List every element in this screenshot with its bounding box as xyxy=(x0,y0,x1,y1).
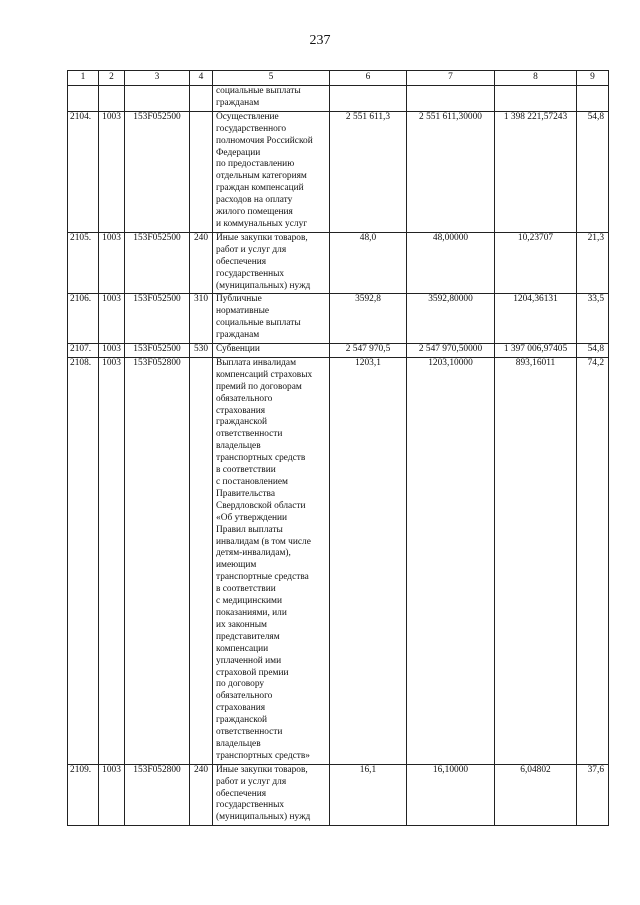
plan-amount-cell: 16,1 xyxy=(330,764,407,826)
item-name-line: обеспечения xyxy=(216,788,267,799)
plan-amount-cell: 3592,8 xyxy=(330,294,407,344)
item-name-line: премий по договорам xyxy=(216,381,302,392)
plan-amount-cell: 2 551 611,3 xyxy=(330,111,407,232)
item-name-line: Осуществление xyxy=(216,111,279,122)
row-number-cell xyxy=(68,86,99,112)
row-number-cell: 2108. xyxy=(68,357,99,764)
table-row xyxy=(68,764,609,826)
executed-amount-cell xyxy=(495,86,577,112)
header-cell: 5 xyxy=(213,71,330,86)
header-cell: 2 xyxy=(99,71,125,86)
item-name-line: Свердловской области xyxy=(216,500,306,511)
item-name-cell xyxy=(213,232,330,294)
item-name-line: социальные выплаты xyxy=(216,318,301,329)
plan-amount-full-cell: 16,10000 xyxy=(407,764,495,826)
item-name-line: и коммунальных услуг xyxy=(216,218,308,229)
header-cell: 1 xyxy=(68,71,99,86)
plan-amount-full-cell: 48,00000 xyxy=(407,232,495,294)
item-name-line: имеющим xyxy=(216,560,257,571)
table-body xyxy=(68,71,609,826)
item-name-line: Правительства xyxy=(216,488,275,499)
header-cell: 9 xyxy=(577,71,609,86)
item-name-cell xyxy=(213,111,330,232)
target-code-cell: 153F052500 xyxy=(125,232,190,294)
target-code-cell: 153F052500 xyxy=(125,344,190,358)
executed-amount-cell: 10,23707 xyxy=(495,232,577,294)
item-name-line: Федерации xyxy=(216,147,261,158)
item-name-line: страхования xyxy=(216,703,266,714)
item-name-line: ответственности xyxy=(216,429,283,440)
item-name-line: обязательного xyxy=(216,691,273,702)
item-name-line: (муниципальных) нужд xyxy=(216,812,311,823)
item-name-line: компенсаций страховых xyxy=(216,369,313,380)
execution-percent-cell: 74,2 xyxy=(577,357,609,764)
item-name-line: Иные закупки товаров, xyxy=(216,232,308,243)
item-name-line: уплаченной ими xyxy=(216,655,282,666)
item-name-line: транспортных средств» xyxy=(216,750,310,761)
row-number-cell: 2107. xyxy=(68,344,99,358)
item-name-line: компенсации xyxy=(216,643,269,654)
item-name-line: инвалидам (в том числе xyxy=(216,536,311,547)
section-code-cell: 1003 xyxy=(99,294,125,344)
execution-percent-cell: 33,5 xyxy=(577,294,609,344)
item-name-line: Субвенции xyxy=(216,344,260,355)
item-name-line: (муниципальных) нужд xyxy=(216,280,311,291)
item-name-line: государственного xyxy=(216,123,287,134)
header-cell: 7 xyxy=(407,71,495,86)
item-name-line: социальные выплаты xyxy=(216,86,301,96)
table-row xyxy=(68,344,609,358)
target-code-cell: 153F052800 xyxy=(125,764,190,826)
executed-amount-cell: 1 397 006,97405 xyxy=(495,344,577,358)
section-code-cell: 1003 xyxy=(99,111,125,232)
item-name-line: обеспечения xyxy=(216,256,267,267)
plan-amount-full-cell: 2 551 611,30000 xyxy=(407,111,495,232)
item-name-line: полномочия Российской xyxy=(216,135,313,146)
item-name-line: с постановлением xyxy=(216,477,288,487)
item-name-line: отдельным категориям xyxy=(216,171,307,182)
section-code-cell: 1003 xyxy=(99,764,125,826)
item-name-line: гражданам xyxy=(216,97,260,108)
item-name-line: с медицинскими xyxy=(216,596,282,607)
plan-amount-full-cell xyxy=(407,86,495,112)
target-code-cell: 153F052500 xyxy=(125,294,190,344)
page-number: 237 xyxy=(309,33,331,48)
item-name-line: расходов на оплату xyxy=(216,195,293,206)
table-row xyxy=(68,294,609,344)
section-code-cell: 1003 xyxy=(99,232,125,294)
item-name-line: граждан компенсаций xyxy=(216,183,304,194)
plan-amount-full-cell: 2 547 970,50000 xyxy=(407,344,495,358)
item-name-line: в соответствии xyxy=(216,584,276,595)
item-name-line: в соответствии xyxy=(216,465,276,476)
item-name-line: работ и услуг для xyxy=(216,244,287,255)
item-name-line: государственных xyxy=(216,800,285,811)
item-name-cell xyxy=(213,357,330,764)
item-name-line: их законным xyxy=(216,619,267,630)
execution-percent-cell: 21,3 xyxy=(577,232,609,294)
item-name-line: по договору xyxy=(216,679,265,690)
plan-amount-cell xyxy=(330,86,407,112)
item-name-line: Правил выплаты xyxy=(216,524,283,535)
item-name-line: владельцев xyxy=(216,738,261,749)
item-name-line: показаниями, или xyxy=(216,607,287,618)
plan-amount-cell: 2 547 970,5 xyxy=(330,344,407,358)
executed-amount-cell: 893,16011 xyxy=(495,357,577,764)
expense-type-cell xyxy=(190,357,213,764)
item-name-line: нормативные xyxy=(216,306,270,317)
item-name-line: ответственности xyxy=(216,727,283,738)
item-name-line: гражданам xyxy=(216,330,260,341)
target-code-cell: 153F052800 xyxy=(125,357,190,764)
item-name-line: гражданской xyxy=(216,417,268,428)
execution-percent-cell: 54,8 xyxy=(577,344,609,358)
header-cell: 3 xyxy=(125,71,190,86)
expense-type-cell xyxy=(190,111,213,232)
target-code-cell xyxy=(125,86,190,112)
item-name-line: по предоставлению xyxy=(216,159,295,170)
header-cell: 8 xyxy=(495,71,577,86)
execution-percent-cell xyxy=(577,86,609,112)
item-name-line: жилого помещения xyxy=(216,207,293,218)
row-number-cell: 2105. xyxy=(68,232,99,294)
item-name-line: транспортные средства xyxy=(216,572,309,583)
item-name-line: транспортных средств xyxy=(216,453,306,464)
item-name-line: Публичные xyxy=(216,294,262,305)
plan-amount-cell: 48,0 xyxy=(330,232,407,294)
item-name-line: государственных xyxy=(216,268,285,279)
target-code-cell: 153F052500 xyxy=(125,111,190,232)
table-row xyxy=(68,111,609,232)
expense-type-cell: 240 xyxy=(190,764,213,826)
executed-amount-cell: 1 398 221,57243 xyxy=(495,111,577,232)
executed-amount-cell: 1204,36131 xyxy=(495,294,577,344)
item-name-line: владельцев xyxy=(216,441,261,452)
table-row xyxy=(68,232,609,294)
row-number-cell: 2104. xyxy=(68,111,99,232)
table-row xyxy=(68,357,609,764)
plan-amount-full-cell: 1203,10000 xyxy=(407,357,495,764)
item-name-cell xyxy=(213,86,330,112)
item-name-cell xyxy=(213,294,330,344)
row-number-cell: 2109. xyxy=(68,764,99,826)
section-code-cell: 1003 xyxy=(99,344,125,358)
item-name-line: Иные закупки товаров, xyxy=(216,764,308,775)
budget-table xyxy=(67,70,609,826)
expense-type-cell: 240 xyxy=(190,232,213,294)
expense-type-cell: 530 xyxy=(190,344,213,358)
item-name-line: гражданской xyxy=(216,715,268,726)
execution-percent-cell: 37,6 xyxy=(577,764,609,826)
table-row xyxy=(68,86,609,112)
executed-amount-cell: 6,04802 xyxy=(495,764,577,826)
item-name-line: «Об утверждении xyxy=(216,512,288,523)
plan-amount-full-cell: 3592,80000 xyxy=(407,294,495,344)
item-name-line: Выплата инвалидам xyxy=(216,357,297,368)
header-cell: 6 xyxy=(330,71,407,86)
expense-type-cell: 310 xyxy=(190,294,213,344)
expense-type-cell xyxy=(190,86,213,112)
item-name-line: страховой премии xyxy=(216,667,289,678)
item-name-line: страхования xyxy=(216,405,266,416)
row-number-cell: 2106. xyxy=(68,294,99,344)
header-row xyxy=(68,71,609,86)
section-code-cell: 1003 xyxy=(99,357,125,764)
item-name-line: работ и услуг для xyxy=(216,776,287,787)
item-name-cell xyxy=(213,764,330,826)
item-name-line: детям-инвалидам), xyxy=(216,548,291,559)
execution-percent-cell: 54,8 xyxy=(577,111,609,232)
item-name-line: представителям xyxy=(216,631,280,642)
item-name-line: обязательного xyxy=(216,393,273,404)
section-code-cell xyxy=(99,86,125,112)
item-name-cell xyxy=(213,344,330,358)
header-cell: 4 xyxy=(190,71,213,86)
plan-amount-cell: 1203,1 xyxy=(330,357,407,764)
